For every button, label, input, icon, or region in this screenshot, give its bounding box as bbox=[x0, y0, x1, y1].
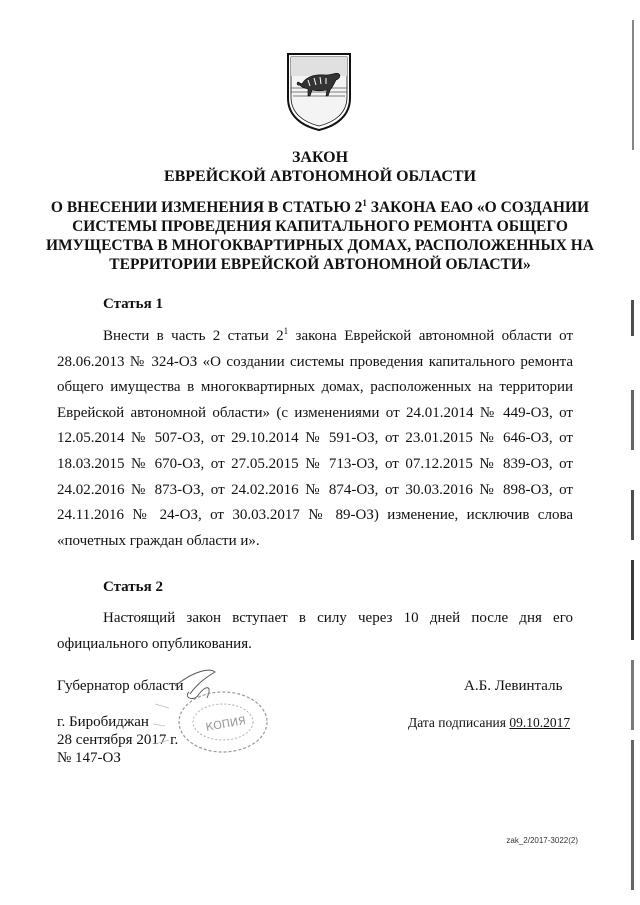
law-title bbox=[40, 148, 600, 186]
signing-date-line bbox=[408, 713, 570, 732]
article1-text-part2: закона Еврейской автономной области от 28.06.2013 № 324-ОЗ «О создании системы проведения капитального ремонта общего имущества в многоквартирных домах, расположенных на территории Еврейской автономной области» (с изменениями от 24.01.2014 № 449-ОЗ, от 12.05.2014 № 507-ОЗ, от 29.10.2014 № 591-ОЗ, от 23.01.2015 № 646-ОЗ, от 18.03.2015 № 670-ОЗ, от 27.05.2015 № 713-ОЗ, от 07.12.2015 № 839-ОЗ, от 24.02.2016 № 873-ОЗ, от 24.02.2016 № 874-ОЗ, от 30.03.2016 № 898-ОЗ, от 24.11.2016 № 24-ОЗ, от 30.03.2017 № 89-ОЗ) изменение, исключив слова «почетных граждан области и». bbox=[57, 328, 573, 549]
copy-stamp-icon bbox=[135, 664, 275, 784]
article1-heading: Статья 1 bbox=[103, 296, 163, 312]
adoption-date: 28 сентября 2017 г. bbox=[57, 732, 179, 748]
scan-artifact bbox=[631, 740, 634, 890]
law-subtitle-superscript: 1 bbox=[362, 198, 367, 208]
article2-heading: Статья 2 bbox=[103, 579, 163, 595]
law-title-line2: ЕВРЕЙСКОЙ АВТОНОМНОЙ ОБЛАСТИ bbox=[163, 168, 477, 185]
signatory-name: А.Б. Левинталь bbox=[464, 678, 563, 694]
scan-artifact bbox=[631, 300, 634, 336]
signing-date-label: Дата подписания bbox=[408, 715, 510, 730]
scan-artifact bbox=[632, 20, 634, 150]
signatory-position: Губернатор области bbox=[57, 678, 184, 694]
document-code: zak_2/2017-3022(2) bbox=[506, 836, 578, 845]
city: г. Биробиджан bbox=[57, 714, 149, 730]
law-number: № 147-ОЗ bbox=[57, 750, 121, 766]
article1-superscript: 1 bbox=[283, 326, 289, 336]
scan-artifact bbox=[631, 390, 634, 450]
scan-artifact bbox=[631, 560, 634, 640]
article1-text bbox=[57, 319, 573, 554]
law-subtitle-part1: О ВНЕСЕНИИ ИЗМЕНЕНИЯ В СТАТЬЮ 2 bbox=[50, 199, 363, 217]
signing-date-value: 09.10.2017 bbox=[509, 715, 571, 730]
scan-artifact bbox=[631, 490, 634, 540]
law-title-line1: ЗАКОН bbox=[291, 149, 349, 166]
article1-text-part1: Внести в часть 2 статьи 2 bbox=[103, 328, 284, 344]
scan-artifact bbox=[631, 660, 634, 730]
law-subtitle bbox=[40, 194, 600, 274]
stamp-text: КОПИЯ bbox=[204, 714, 247, 734]
coat-of-arms-icon bbox=[286, 52, 352, 132]
article2-text: Настоящий закон вступает в силу через 10 дней после дня его официального опубликования. bbox=[57, 610, 573, 652]
law-subtitle-part2: ЗАКОНА ЕАО «О СОЗДАНИИ СИСТЕМЫ ПРОВЕДЕНИЯ КАПИТАЛЬНОГО РЕМОНТА ОБЩЕГО ИМУЩЕСТВА В МНОГОКВАРТИРНЫХ ДОМАХ, РАСПОЛОЖЕННЫХ НА ТЕРРИТОРИИ ЕВРЕЙСКОЙ АВТОНОМНОЙ ОБЛАСТИ» bbox=[46, 199, 594, 274]
